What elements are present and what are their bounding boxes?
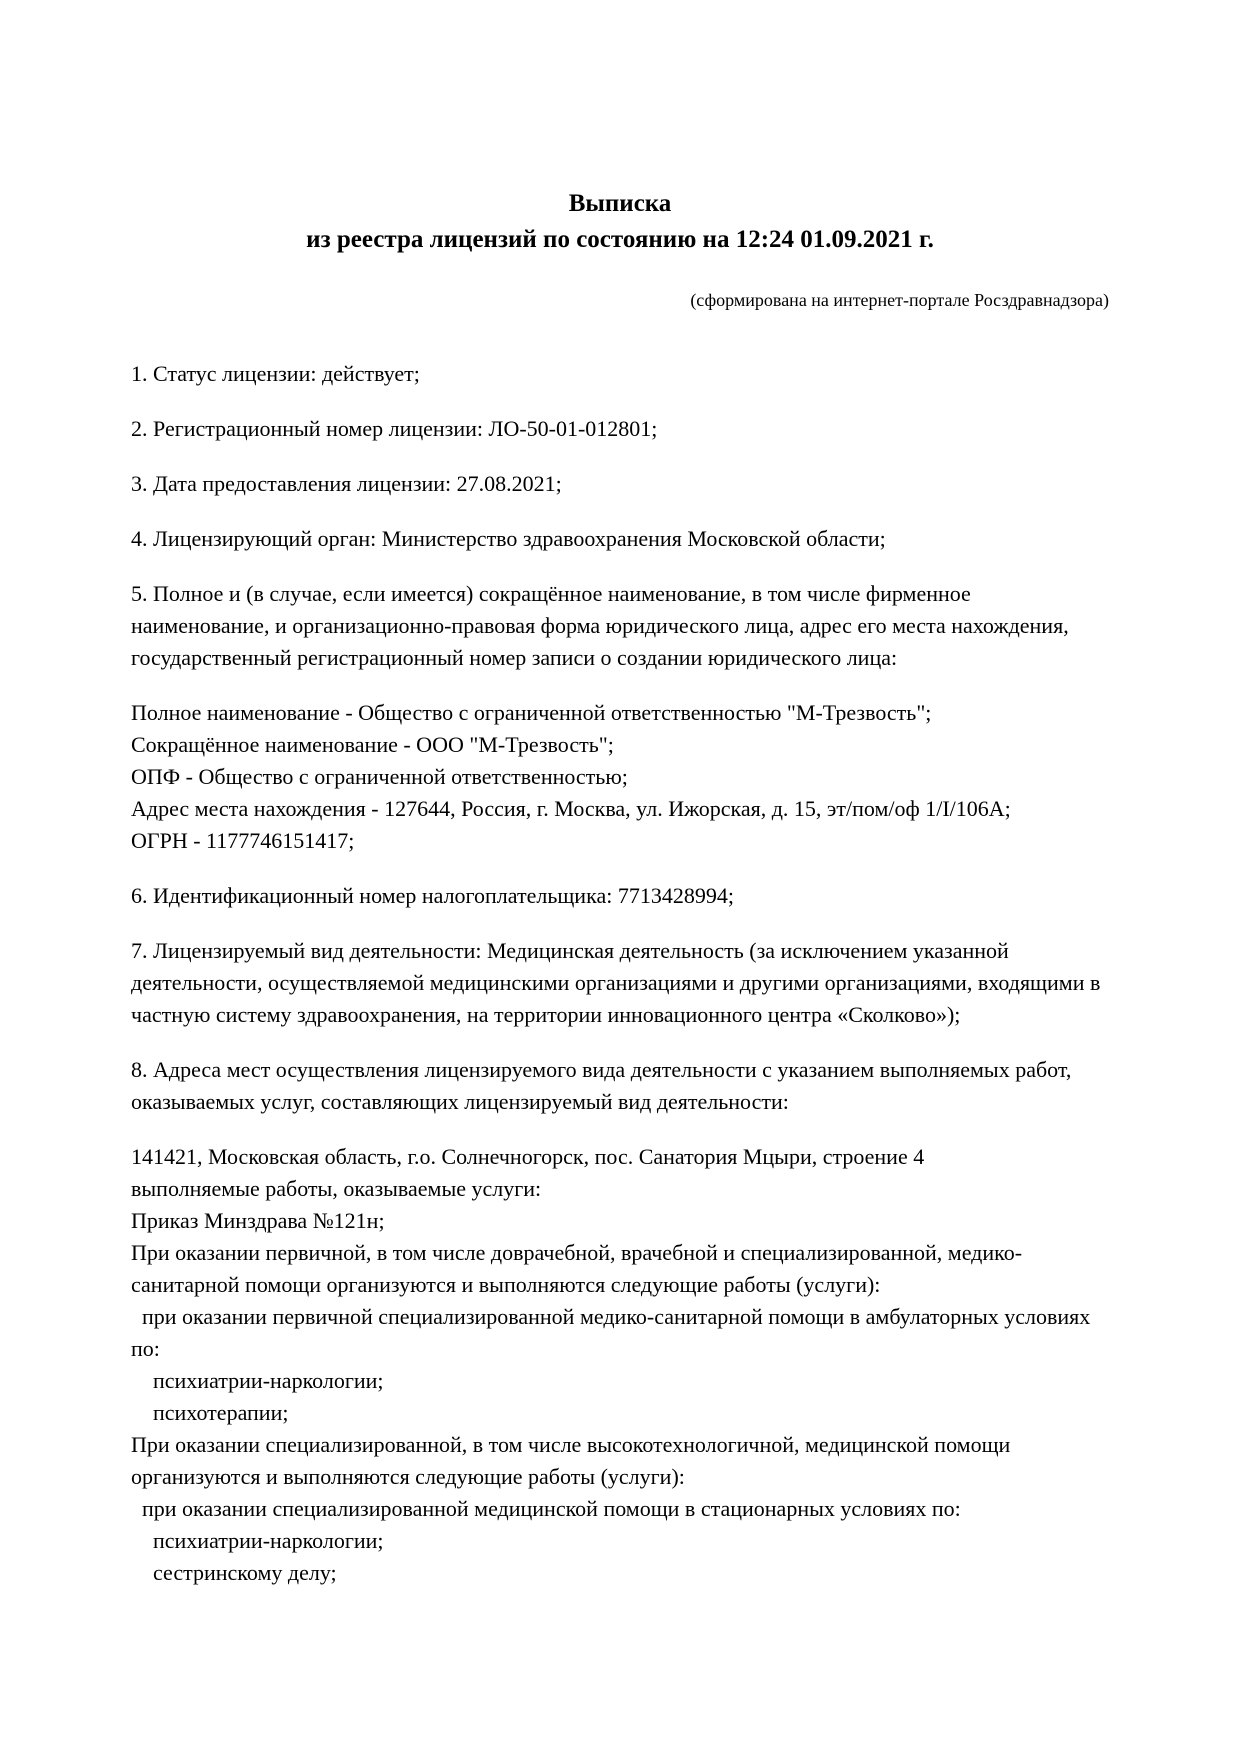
psychiatry-narcology-line-2: психиатрии-наркологии;: [131, 1528, 384, 1553]
document-title: [131, 186, 1109, 258]
org-full-name-line: Полное наименование - Общество с ограниченной ответственностью "М-Трезвость";: [131, 700, 932, 725]
org-short-name-line: Сокращённое наименование - ООО "М-Трезвость";: [131, 732, 614, 757]
clause-organization-info-heading: 5. Полное и (в случае, если имеется) сокращённое наименование, в том числе фирменное наименование, и организационно-правовая форма юридического лица, адрес его места нахождения, государственный регистрационный номер записи о создании юридического лица:: [131, 581, 1075, 670]
org-ogrn-line: ОГРН - 1177746151417;: [131, 828, 355, 853]
clause-licensing-authority: 4. Лицензирующий орган: Министерство здравоохранения Московской области;: [131, 526, 886, 551]
title-line-2: из реестра лицензий по состоянию на 12:24 01.09.2021 г.: [306, 226, 934, 253]
title-line-1: Выписка: [568, 190, 672, 217]
psychotherapy-line: психотерапии;: [131, 1400, 289, 1425]
organization-details-block: [131, 697, 1109, 857]
primary-care-works-line: При оказании первичной, в том числе доврачебной, врачебной и специализированной, медико-санитарной помощи организуются и выполняются следующие работы (услуги):: [131, 1240, 1023, 1297]
specialized-inpatient-line: при оказании специализированной медицинской помощи в стационарных условиях по:: [131, 1496, 961, 1521]
activity-address-line: 141421, Московская область, г.о. Солнечногорск, пос. Санатория Мцыри, строение 4: [131, 1144, 925, 1169]
document-subtitle: (сформирована на интернет-портале Росздравнадзора): [690, 290, 1109, 310]
works-services-label-line: выполняемые работы, оказываемые услуги:: [131, 1176, 542, 1201]
clause-activity-addresses-heading: 8. Адреса мест осуществления лицензируемого вида деятельности с указанием выполняемых работ, оказываемых услуг, составляющих лицензируемый вид деятельности:: [131, 1057, 1077, 1114]
clause-inn: 6. Идентификационный номер налогоплательщика: 7713428994;: [131, 883, 734, 908]
primary-specialized-outpatient-line: при оказании первичной специализированной медико-санитарной помощи в амбулаторных условиях по:: [131, 1304, 1096, 1361]
org-legal-form-line: ОПФ - Общество с ограниченной ответственностью;: [131, 764, 628, 789]
clause-license-status: 1. Статус лицензии: действует;: [131, 361, 420, 386]
specialized-care-works-line: При оказании специализированной, в том числе высокотехнологичной, медицинской помощи организуются и выполняются следующие работы (услуги):: [131, 1432, 1016, 1489]
nursing-care-line: сестринскому делу;: [131, 1560, 337, 1585]
psychiatry-narcology-line: психиатрии-наркологии;: [131, 1368, 384, 1393]
activity-address-block: [131, 1141, 1109, 1589]
org-address-line: Адрес места нахождения - 127644, Россия, г. Москва, ул. Ижорская, д. 15, эт/пом/оф 1/I/106А;: [131, 796, 1011, 821]
clause-license-date: 3. Дата предоставления лицензии: 27.08.2021;: [131, 471, 562, 496]
clause-license-number: 2. Регистрационный номер лицензии: ЛО-50-01-012801;: [131, 416, 658, 441]
clause-licensed-activity: 7. Лицензируемый вид деятельности: Медицинская деятельность (за исключением указанной деятельности, осуществляемой медицинскими организациями и другими организациями, входящими в частную систему здравоохранения, на территории инновационного центра «Сколково»);: [131, 938, 1106, 1027]
minzdrav-order-line: Приказ Минздрава №121н;: [131, 1208, 385, 1233]
